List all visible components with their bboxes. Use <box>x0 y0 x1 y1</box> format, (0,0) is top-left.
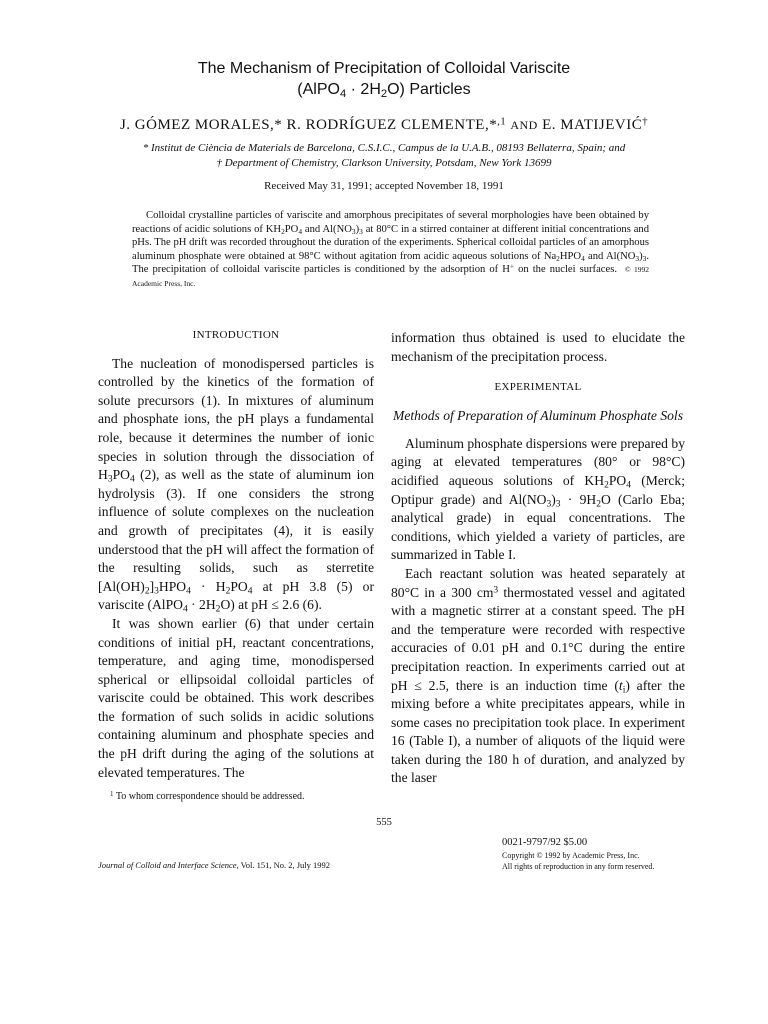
received-dates: Received May 31, 1991; accepted November 18, 1991 <box>264 180 504 192</box>
affiliation-2: † Department of Chemistry, Clarkson University, Potsdam, New York 13699 <box>216 157 552 169</box>
affiliations <box>0 141 768 171</box>
footnote: $^1$ To whom correspondence should be addressed. <box>110 789 305 802</box>
title-line-1: The Mechanism of Precipitation of Colloidal Variscite <box>197 60 571 77</box>
abstract-copyright: © 1992 Academic Press, Inc. <box>132 265 650 288</box>
rights-notice <box>502 836 654 872</box>
intro-paragraph-1: The nucleation of monodispersed particles is controlled by the kinetics of the formation of solute precursors (1). In mixtures of aluminum and phosphate ions, the pH plays a fundamental role, because it determines the number of ionic species in solution through the dissociation of $H_3PO_4$ (2), as well as the state of aluminum ion hydrolysis (3). If one considers the strong influence of solute complexes on the nucleation and growth of precipitates (4), it is easily understood that the pH will affect the formation of the resulting solids, such as sterretite $[Al(OH)_2]_3HPO_4 \cdot H_2PO_4$ at pH 3.8 (5) or variscite (AlPO$_4$ · $2H_2O$) at pH ≤ 2.6 (6). <box>98 355 374 615</box>
left-column <box>98 326 374 782</box>
experimental-paragraph-2: Each reactant solution was heated separately at 80°C in a 300 $cm^3$ thermostated vessel and agitated with a magnetic stirrer at a constant speed. The pH and the temperature were recorded with respective accuracies of 0.01 pH and 0.1°C during the entire precipitation reaction. In experiments carried out at pH ≤ 2.5, there is an induction time $(t_i)$ after the mixing before a white precipitates appears, while in some cases no precipitation took place. In experiment 16 (Table I), a number of aliquots of the liquid were taken during the 180 h of duration, and analyzed by the laser <box>391 565 685 786</box>
copyright-line: Copyright © 1992 by Academic Press, Inc. <box>502 851 640 860</box>
intro-paragraph-2: It was shown earlier (6) that under certain conditions of initial pH, reactant concentrations, temperature, and aging time, monodispersed spherical or ellipsoidal colloidal particles of variscite could be obtained. This work describes the formation of such solids in acidic solutions containing aluminum and phosphate species and the pH drift during the aging of the solutions at elevated temperatures. The <box>98 615 374 780</box>
rights-reserved: All rights of reproduction in any form reserved. <box>502 862 655 871</box>
intro-continuation: information thus obtained is used to elucidate the mechanism of the precipitation process. <box>391 330 685 364</box>
journal-citation: Journal of Colloid and Interface Science, Vol. 151, No. 2, July 1992 <box>98 860 331 870</box>
section-heading-introduction: INTRODUCTION <box>192 329 280 341</box>
abstract: Colloidal crystalline particles of variscite and amorphous precipitates of several morphologies have been obtained by reactions of acidic solutions of $KH_2PO_4$ and $Al(NO_3)_3$ at 80°C in a stirred container at different initial concentrations and pHs. The pH drift was recorded throughout the duration of the experiments. Spherical colloidal particles of an amorphous aluminum phosphate were obtained at 98°C without agitation from acidic aqueous solutions of $Na_2HPO_4$ and $Al(NO_3)_3$. The precipitation of colloidal variscite particles is conditioned by the adsorption of H+ on the nuclei surfaces. © 1992 Academic Press, Inc. <box>132 210 650 288</box>
experimental-paragraph-1: Aluminum phosphate dispersions were prepared by aging at elevated temperatures (80° or 98°C) acidified aqueous solutions of $KH_2PO_4$ (Merck; Optipur grade) and $Al(NO_3)_3 \cdot 9H_2O$ (Carlo Eba; analytical grade) in equal concentrations. The conditions, which yielded a variety of particles, are summarized in Table I. <box>391 435 685 563</box>
subsection-heading: Methods of Preparation of Aluminum Phosphate Sols <box>393 407 683 423</box>
author-list: J. GÓMEZ MORALES,* R. RODRÍGUEZ CLEMENTE,*$^{,1}$ AND E. MATIJEVIĆ† <box>119 116 649 133</box>
page-number: 555 <box>376 817 392 828</box>
title-line-2: (AlPO$_4$ · $2H_2O$) Particles <box>297 81 471 100</box>
right-column <box>391 329 685 788</box>
article-code: 0021-9797/92 $5.00 <box>502 837 588 848</box>
section-heading-experimental: EXPERIMENTAL <box>494 381 582 394</box>
affiliation-1: * Institut de Ciència de Materials de Barcelona, C.S.I.C., Campus de la U.A.B., 08193 Bellaterra, Spain; and <box>142 142 626 154</box>
paper-title <box>0 58 768 100</box>
